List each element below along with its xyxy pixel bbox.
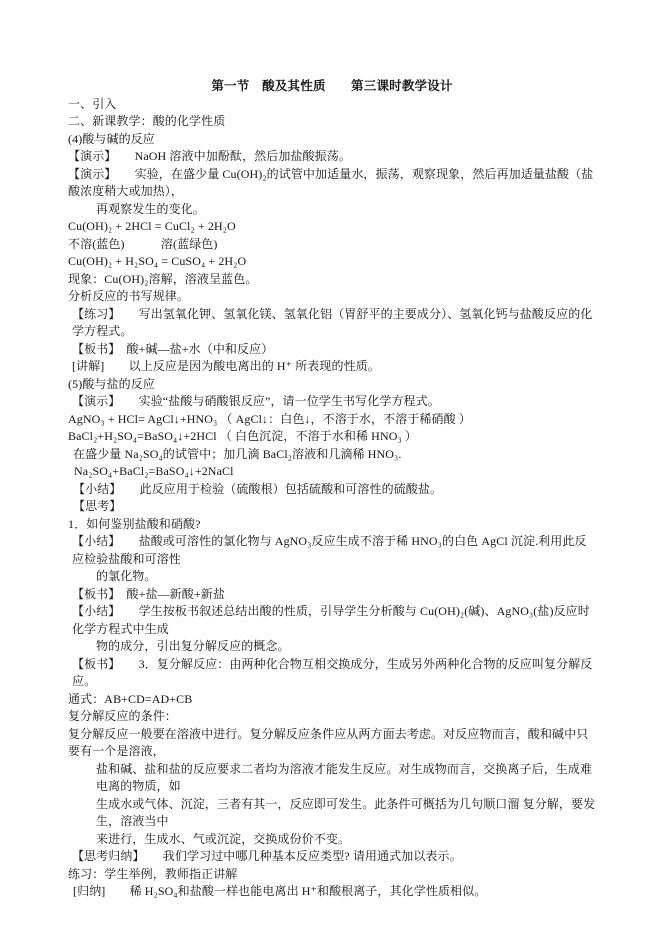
text-line: 通式：AB+CD=AD+CB <box>68 691 193 706</box>
text-line: 复分解反应一般要在溶液中进行。复分解反应条件应从两方面去考虑。对反应物而言，酸和碱中只要有一个是溶液， <box>68 726 589 758</box>
text-line: 1．如何鉴别盐酸和硝酸? <box>68 516 201 531</box>
text-line: [讲解] 以上反应是因为酸电离出的 H⁺ 所表现的性质。 <box>72 359 380 373</box>
text-line: (5)酸与盐的反应 <box>68 376 155 391</box>
text-line: 现象：Cu(OH)₂溶解，溶液呈蓝色。 <box>68 271 258 286</box>
text-line: 一、引入 <box>68 96 117 111</box>
text-line: 物的成分，引出复分解反应的概念。 <box>96 639 290 653</box>
text-line: Cu(OH)₂ + H₂SO₄ = CuSO₄ + 2H₂O <box>68 254 247 268</box>
text-line: 分析反应的书写规律。 <box>68 289 190 303</box>
text-line: 在盛少量 Na₂SO₄的试管中；加几滴 BaCl₂溶液和几滴稀 HNO₃. <box>73 446 402 461</box>
text-line: 再观察发生的变化。 <box>96 201 205 216</box>
text-line: BaCl₂+H₂SO₄=BaSO₄↓+2HCl （ 白色沉淀，不溶于水和稀 HNO₃ ） <box>68 429 417 443</box>
text-line: 【思考】 <box>73 499 122 513</box>
text-line: 二、新课教学：酸的化学性质 <box>68 114 226 128</box>
text-line: 【练习】 写出氢氧化钾、氢氧化镁、氢氧化铝（胃舒平的主要成分）、氢氧化钙与盐酸反应的化学方程式。 <box>72 306 593 338</box>
text-line: 练习：学生举例，教师指正讲解 <box>68 866 238 881</box>
document-title: 第一节 酸及其性质 第三课时教学设计 <box>211 79 453 93</box>
text-line: 复分解反应的条件： <box>68 709 177 723</box>
text-line: AgNO₃ + HCl= AgCl↓+HNO₃ （ AgCl↓：白色↓，不溶于水，不溶于稀硝酸 ） <box>68 411 471 426</box>
text-line: 【小结】 学生按板书叙述总结出酸的性质，引导学生分析酸与 Cu(OH)₂(碱)、AgNO₃(盐)反应时化学方程式中生成 <box>72 604 590 636</box>
text-line: 【小结】 盐酸或可溶性的氯化物与 AgNO₃反应生成不溶于稀 HNO₃的白色 AgCl 沉淀.利用此反应检验盐酸和可溶性 <box>72 534 587 566</box>
text-line: [归纳] 稀 H₂SO₄和盐酸一样也能电离出 H⁺和酸根离子，其化学性质相似。 <box>73 884 487 898</box>
text-line: 的氯化物。 <box>96 569 157 583</box>
text-line: 来进行，生成水、气或沉淀，交换成份价不变。 <box>96 831 351 846</box>
text-line: 【板书】 酸+碱—盐+水（中和反应） <box>72 341 274 356</box>
document-content <box>68 78 596 901</box>
text-line: 【演示】 NaOH 溶液中加酚酞，然后加盐酸振荡。 <box>68 149 351 163</box>
text-line: 【演示】 实验“盐酸与硝酸银反应”，请一位学生书写化学方程式。 <box>72 394 440 408</box>
document-body <box>68 96 596 901</box>
text-line: 生成水或气体、沉淀，三者有其一，反应即可发生。此条件可概括为几句顺口溜 复分解，要发生，溶液当中 <box>96 796 596 828</box>
text-line: (4)酸与碱的反应 <box>68 131 155 146</box>
text-line: 【演示】 实验，在盛少量 Cu(OH)₂的试管中加适量水，振荡，观察现象，然后再加适量盐酸（盐酸浓度稍大或加热）， <box>68 166 594 198</box>
text-line: 【思考归纳】 我们学习过中哪几种基本反应类型? 请用通式加以表示。 <box>72 849 462 863</box>
text-line: 【板书】 3．复分解反应：由两种化合物互相交换成分，生成另外两种化合物的反应叫复分解反应。 <box>72 656 593 688</box>
text-line: 盐和碱、盐和盐的反应要求二者均为溶液才能发生反应。对生成物而言，交换离子后，生成难电离的物质，如 <box>96 761 593 793</box>
text-line: 【板书】 酸+盐—新酸+新盐 <box>72 586 225 601</box>
text-line: 【小结】 此反应用于检验（硫酸根）包括硫酸和可溶性的硫酸盐。 <box>73 481 443 496</box>
text-line: Na₂SO₄+BaCl₂=BaSO₄↓+2NaCl <box>74 464 234 478</box>
text-line: 不溶(蓝色) 溶(蓝绿色) <box>68 236 218 251</box>
text-line: Cu(OH)₂ + 2HCl = CuCl₂ + 2H₂O <box>68 219 236 233</box>
